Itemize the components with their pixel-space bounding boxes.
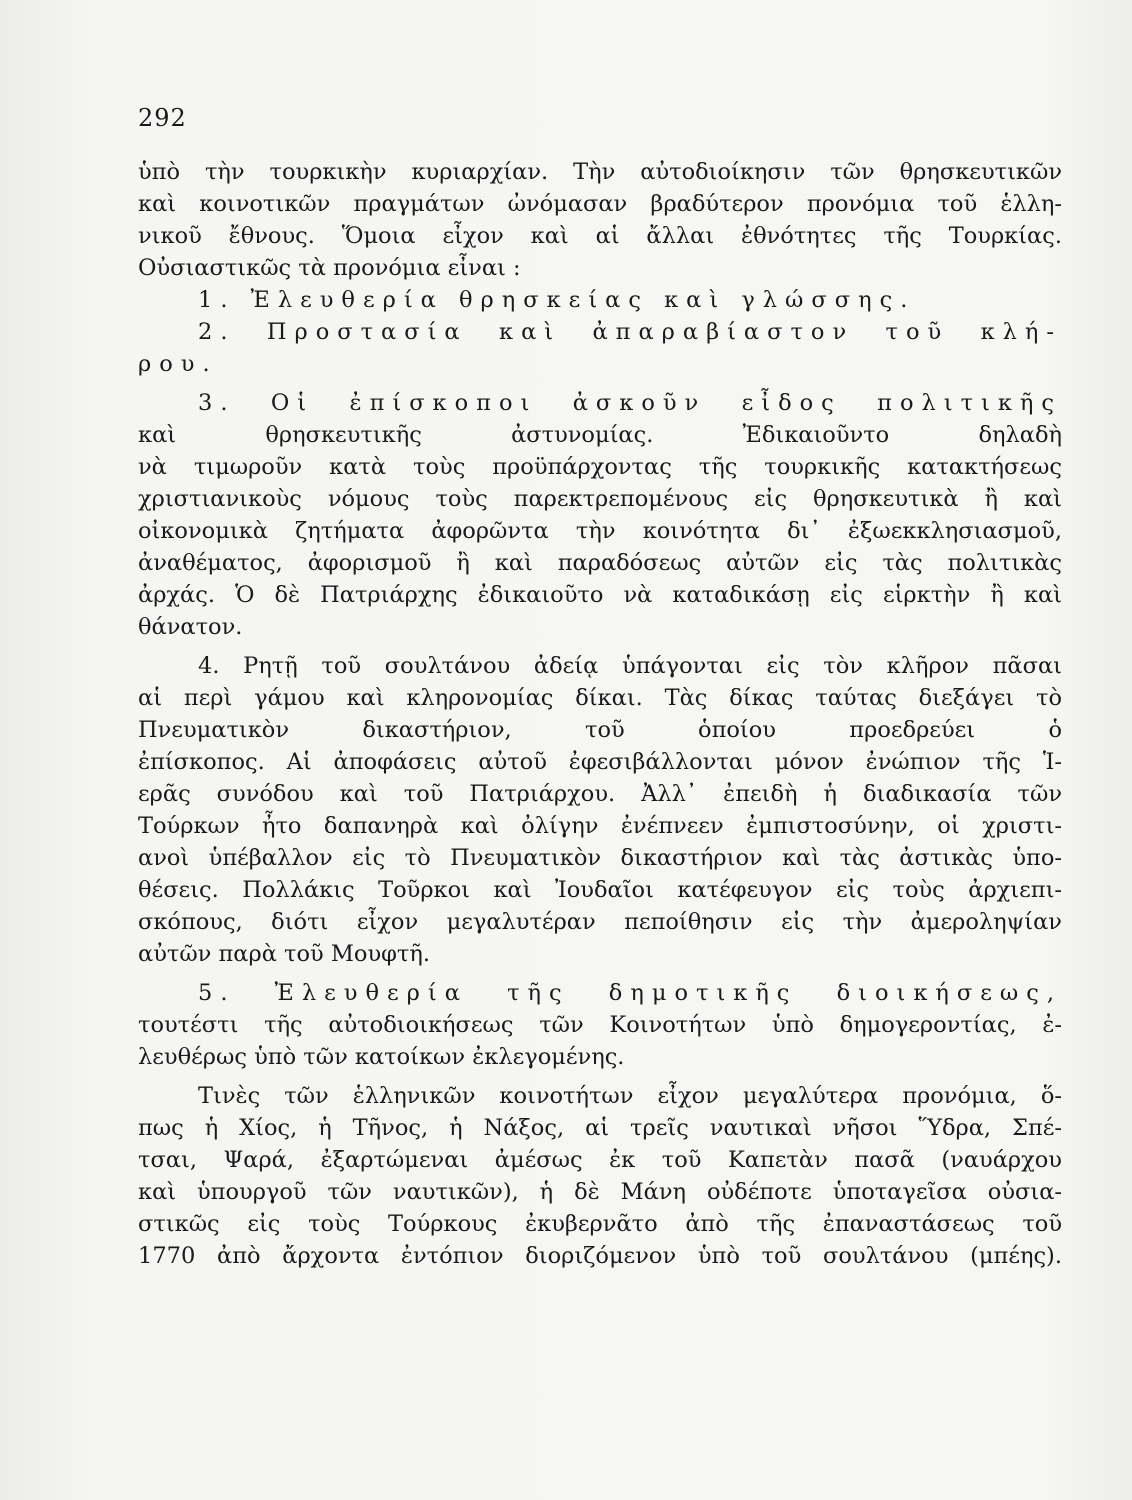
text-line: 2. Προστασία καὶ ἀπαραβίαστον τοῦ κλή- <box>198 319 1062 345</box>
text-line: νὰ τιμωροῦν κατὰ τοὺς προϋπάρχοντας τῆς τουρκικῆς κατακτήσεως <box>138 454 1062 480</box>
text-line: πως ἡ Χίος, ἡ Τῆνος, ἡ Νάξος, αἱ τρεῖς ναυτικαὶ νῆσοι Ὕδρα, Σπέ- <box>138 1115 1062 1141</box>
text-line: 1770 ἀπὸ ἄρχοντα ἐντόπιον διοριζόμενον ὑπὸ τοῦ σουλτάνου (μπέης). <box>138 1243 1062 1269</box>
text-line: τουτέστι τῆς αὐτοδιοικήσεως τῶν Κοινοτήτων ὑπὸ δημογεροντίας, ἐ- <box>138 1012 1062 1038</box>
text-line: λευθέρως ὑπὸ τῶν κατοίκων ἐκλεγομένης. <box>138 1044 625 1070</box>
text-line: Τινὲς τῶν ἑλληνικῶν κοινοτήτων εἶχον μεγαλύτερα προνόμια, ὅ- <box>198 1083 1062 1109</box>
text-line: ὑπὸ τὴν τουρκικὴν κυριαρχίαν. Τὴν αὐτοδιοίκησιν τῶν θρησκευτικῶν <box>138 159 1062 185</box>
text-line: τσαι, Ψαρά, ἐξαρτώμεναι ἀμέσως ἐκ τοῦ Καπετὰν πασᾶ (ναυάρχου <box>138 1147 1062 1173</box>
text-line: αἱ περὶ γάμου καὶ κληρονομίας δίκαι. Τὰς δίκας ταύτας διεξάγει τὸ <box>138 685 1062 711</box>
body-text <box>138 156 1062 1272</box>
text-line: καὶ κοινοτικῶν πραγμάτων ὠνόμασαν βραδύτερον προνόμια τοῦ ἑλλη- <box>138 191 1062 217</box>
text-line: Τούρκων ἦτο δαπανηρὰ καὶ ὀλίγην ἐνέπνεεν ἐμπιστοσύνην, οἱ χριστι- <box>138 813 1062 839</box>
text-line: 4. Ρητῇ τοῦ σουλτάνου ἀδείᾳ ὑπάγονται εἰς τὸν κλῆρον πᾶσαι <box>198 653 1062 679</box>
text-line: στικῶς εἰς τοὺς Τούρκους ἐκυβερνᾶτο ἀπὸ τῆς ἐπαναστάσεως τοῦ <box>138 1211 1062 1237</box>
text-line: καὶ θρησκευτικῆς ἀστυνομίας. Ἐδικαιοῦντο δηλαδὴ <box>138 422 1062 448</box>
text-line: Οὐσιαστικῶς τὰ προνόμια εἶναι : <box>138 255 521 281</box>
text-line: ρου. <box>138 351 218 377</box>
text-line: ἐπίσκοπος. Αἱ ἀποφάσεις αὐτοῦ ἐφεσιβάλλονται μόνον ἐνώπιον τῆς Ἱ- <box>138 749 1062 775</box>
text-line: 5. Ἐλευθερία τῆς δημοτικῆς διοικήσεως, <box>198 980 1062 1006</box>
text-line: Πνευματικὸν δικαστήριον, τοῦ ὁποίου προεδρεύει ὁ <box>138 717 1062 743</box>
text-line: σκόπους, διότι εἶχον μεγαλυτέραν πεποίθησιν εἰς τὴν ἀμεροληψίαν <box>138 909 1062 935</box>
text-line: αὐτῶν παρὰ τοῦ Μουφτῆ. <box>138 941 430 967</box>
text-line: ερᾶς συνόδου καὶ τοῦ Πατριάρχου. Ἀλλ᾽ ἐπειδὴ ἡ διαδικασία τῶν <box>138 781 1062 807</box>
text-line: θάνατον. <box>138 614 243 640</box>
text-line: θέσεις. Πολλάκις Τοῦρκοι καὶ Ἰουδαῖοι κατέφευγον εἰς τοὺς ἀρχιεπι- <box>138 877 1062 903</box>
text-line: 1. Ἐλευθερία θρησκείας καὶ γλώσσης. <box>198 287 916 313</box>
text-line: οἰκονομικὰ ζητήματα ἀφορῶντα τὴν κοινότητα δι᾽ ἐξωεκκλησιασμοῦ, <box>138 518 1062 544</box>
text-line: χριστιανικοὺς νόμους τοὺς παρεκτρεπομένους εἰς θρησκευτικὰ ἢ καὶ <box>138 486 1062 512</box>
page-number: 292 <box>138 104 187 132</box>
text-line: ἀναθέματος, ἀφορισμοῦ ἢ καὶ παραδόσεως αὐτῶν εἰς τὰς πολιτικὰς <box>138 550 1062 576</box>
text-line: ἀρχάς. Ὁ δὲ Πατριάρχης ἐδικαιοῦτο νὰ καταδικάσῃ εἰς εἱρκτὴν ἢ καὶ <box>138 582 1062 608</box>
text-line: 3. Οἱ ἐπίσκοποι ἀσκοῦν εἶδος πολιτικῆς <box>198 390 1062 416</box>
text-line: καὶ ὑπουργοῦ τῶν ναυτικῶν), ἡ δὲ Μάνη οὐδέποτε ὑποταγεῖσα οὐσια- <box>138 1179 1062 1205</box>
text-line: ανοὶ ὑπέβαλλον εἰς τὸ Πνευματικὸν δικαστήριον καὶ τὰς ἀστικὰς ὑπο- <box>138 845 1062 871</box>
text-line: νικοῦ ἔθνους. Ὅμοια εἶχον καὶ αἱ ἄλλαι ἐθνότητες τῆς Τουρκίας. <box>138 223 1062 249</box>
